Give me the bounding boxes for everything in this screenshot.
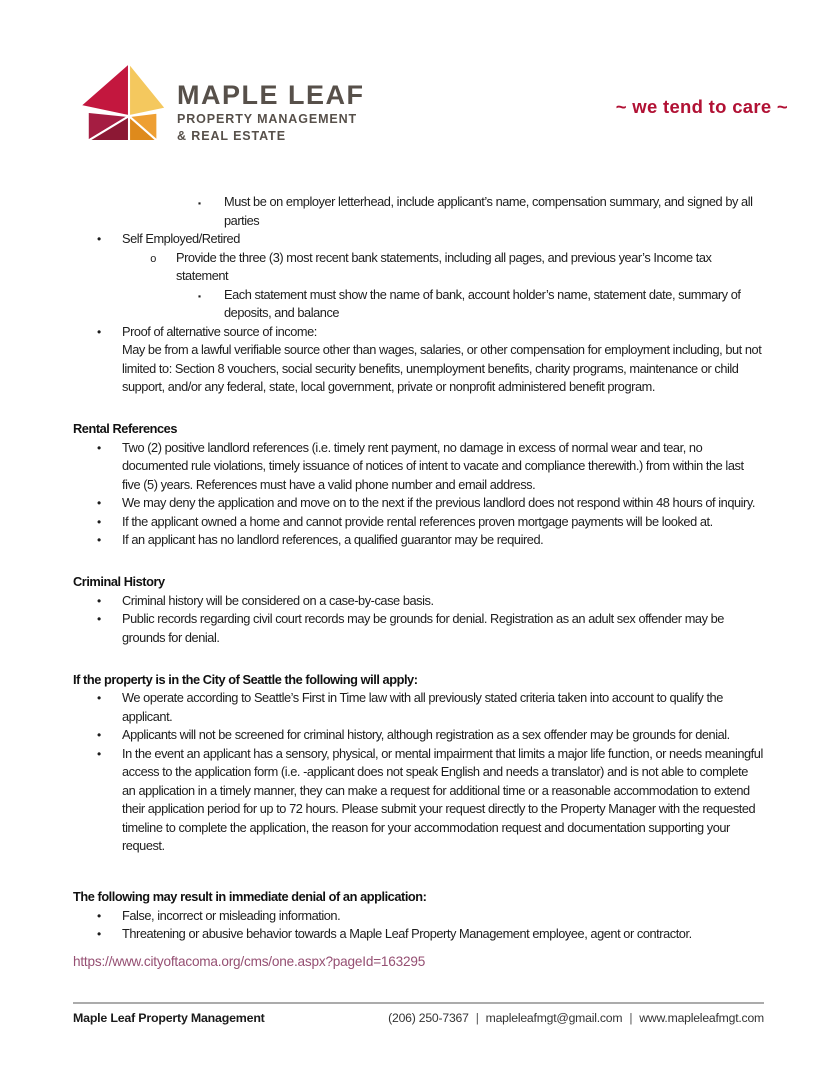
logo-company-name: MAPLE LEAF: [177, 80, 365, 110]
bullet-marker-icon: •: [97, 324, 101, 339]
maple-leaf-house-icon: [80, 62, 166, 141]
bullet-text: Two (2) positive landlord references (i.e. timely rent payment, no damage in excess of normal wear and tear, no documented rule violations, timely issuance of notices of intent to vacate and compliance therewith.) from within the last five (5) years. References must have a valid phone number and email address.: [122, 439, 744, 492]
bullet-item-level-1: [73, 726, 764, 745]
bullet-text: Provide the three (3) most recent bank statements, including all pages, and previous year’s Income tax statement: [176, 249, 712, 283]
bullet-item-level-2: [73, 249, 764, 286]
bullet-text: We may deny the application and move on to the next if the previous landlord does not respond within 48 hours of inquiry.: [122, 495, 755, 510]
footer-website: www.mapleleafmgt.com: [639, 1011, 764, 1025]
bullet-item-level-1: [73, 531, 764, 550]
bullet-item-level-1: [73, 230, 764, 249]
bullet-text: In the event an applicant has a sensory, physical, or mental impairment that limits a major life function, or needs meaningful access to the application form (i.e. -applicant does not speak English and needs a translator) and is not able to complete an application in a timely manner, they can make a request for additional time or a reasonable accommodation to extend their application period for up to 72 hours. Please submit your request directly to the Property Manager with the requested timeline to complete the application, the reason for your accommodation request and documentation supporting your request.: [122, 745, 763, 853]
company-logo: [80, 62, 365, 142]
bullet-text: Threatening or abusive behavior towards a Maple Leaf Property Management employee, agent or contractor.: [122, 926, 692, 941]
bullet-marker-icon: ▪: [198, 198, 201, 208]
bullet-text: If an applicant has no landlord references, a qualified guarantor may be required.: [122, 532, 544, 547]
logo-subtitle-line1: PROPERTY MANAGEMENT: [177, 112, 358, 126]
bullet-marker-icon: •: [97, 440, 101, 455]
bullet-marker-icon: •: [97, 728, 101, 742]
section-heading: Rental References: [73, 421, 178, 436]
bullet-marker-icon: •: [97, 593, 101, 608]
bullet-item-level-1: [73, 610, 764, 647]
bullet-item-level-1: [73, 745, 764, 856]
bullet-item-level-1: [73, 494, 764, 513]
bullet-marker-icon: •: [97, 746, 101, 761]
logo-subtitle-line2: & REAL ESTATE: [177, 128, 286, 143]
bullet-item-level-3: [73, 286, 764, 323]
bullet-marker-icon: •: [97, 533, 101, 547]
footer-email: mapleleafmgt@gmail.com: [485, 1011, 623, 1025]
footer-contact-info: [388, 1011, 764, 1025]
bullet-item-level-1: [73, 513, 764, 532]
footer-separator: |: [475, 1011, 479, 1025]
bullet-marker-icon: •: [97, 691, 101, 705]
logo-facet-roof-right: [129, 63, 166, 116]
bullet-text: Proof of alternative source of income:: [122, 323, 317, 339]
bullet-continuation-text: May be from a lawful verifiable source other than wages, salaries, or other compensation for employment including, but not limited to: Section 8 vouchers, social security benefits, unemployment benefits, charity programs, maintenance or child support, and/or any federal, state, local government, private or nonprofit administered benefit program.: [122, 342, 762, 394]
bullet-text: We operate according to Seattle’s First in Time law with all previously stated criteria taken into account to qualify the applicant.: [122, 690, 723, 724]
bullet-marker-icon: •: [97, 232, 101, 246]
footer-phone: (206) 250-7367: [388, 1011, 469, 1025]
bullet-text: Public records regarding civil court records may be grounds for denial. Registration as an adult sex offender may be grounds for denial.: [122, 611, 724, 645]
bullet-text: Each statement must show the name of bank, account holder’s name, statement date, summary of deposits, and balance: [224, 286, 741, 320]
logo-wordmark: [177, 82, 365, 142]
bullet-text: Self Employed/Retired: [122, 231, 240, 246]
document-blocks: [73, 193, 764, 944]
bullet-text: Applicants will not be screened for criminal history, although registration as a sex offender may be grounds for denial.: [122, 727, 730, 742]
bullet-item-level-1: [73, 907, 764, 926]
bullet-marker-icon: •: [97, 908, 101, 923]
bullet-item-level-1: [73, 592, 764, 611]
bullet-item-level-1: [73, 439, 764, 495]
bullet-item-level-1: [73, 925, 764, 944]
bullet-item-level-1: [73, 323, 764, 342]
bullet-text: Must be on employer letterhead, include applicant’s name, compensation summary, and signed by all parties: [224, 194, 753, 228]
bullet-text: Criminal history will be considered on a case-by-case basis.: [122, 592, 434, 608]
footer-company-name: Maple Leaf Property Management: [73, 1011, 265, 1025]
footer-divider: [73, 1002, 764, 1004]
bullet-item-level-3: [73, 193, 764, 230]
company-tagline: ~ we tend to care ~: [615, 96, 788, 117]
logo-facet-roof-left: [80, 63, 129, 116]
section-heading: If the property is in the City of Seattle the following will apply:: [73, 671, 418, 687]
bullet-marker-icon: •: [97, 612, 101, 626]
bullet-marker-icon: ▪: [198, 290, 201, 301]
bullet-item-level-1: [73, 689, 764, 726]
section-heading: Criminal History: [73, 574, 165, 589]
document-body: [73, 193, 764, 971]
bullet-text: False, incorrect or misleading information.: [122, 907, 341, 923]
bullet-marker-icon: •: [97, 496, 101, 510]
bullet-marker-icon: o: [150, 253, 157, 266]
tacoma-city-link[interactable]: https://www.cityoftacoma.org/cms/one.aspx?pageId=163295: [73, 953, 426, 969]
bullet-marker-icon: •: [97, 514, 101, 529]
section-heading: The following may result in immediate denial of an application:: [73, 889, 427, 904]
bullet-text: If the applicant owned a home and cannot provide rental references proven mortgage payments will be looked at.: [122, 513, 713, 529]
page-footer: [73, 1002, 764, 1025]
footer-separator: |: [629, 1011, 633, 1025]
bullet-marker-icon: •: [97, 927, 101, 941]
